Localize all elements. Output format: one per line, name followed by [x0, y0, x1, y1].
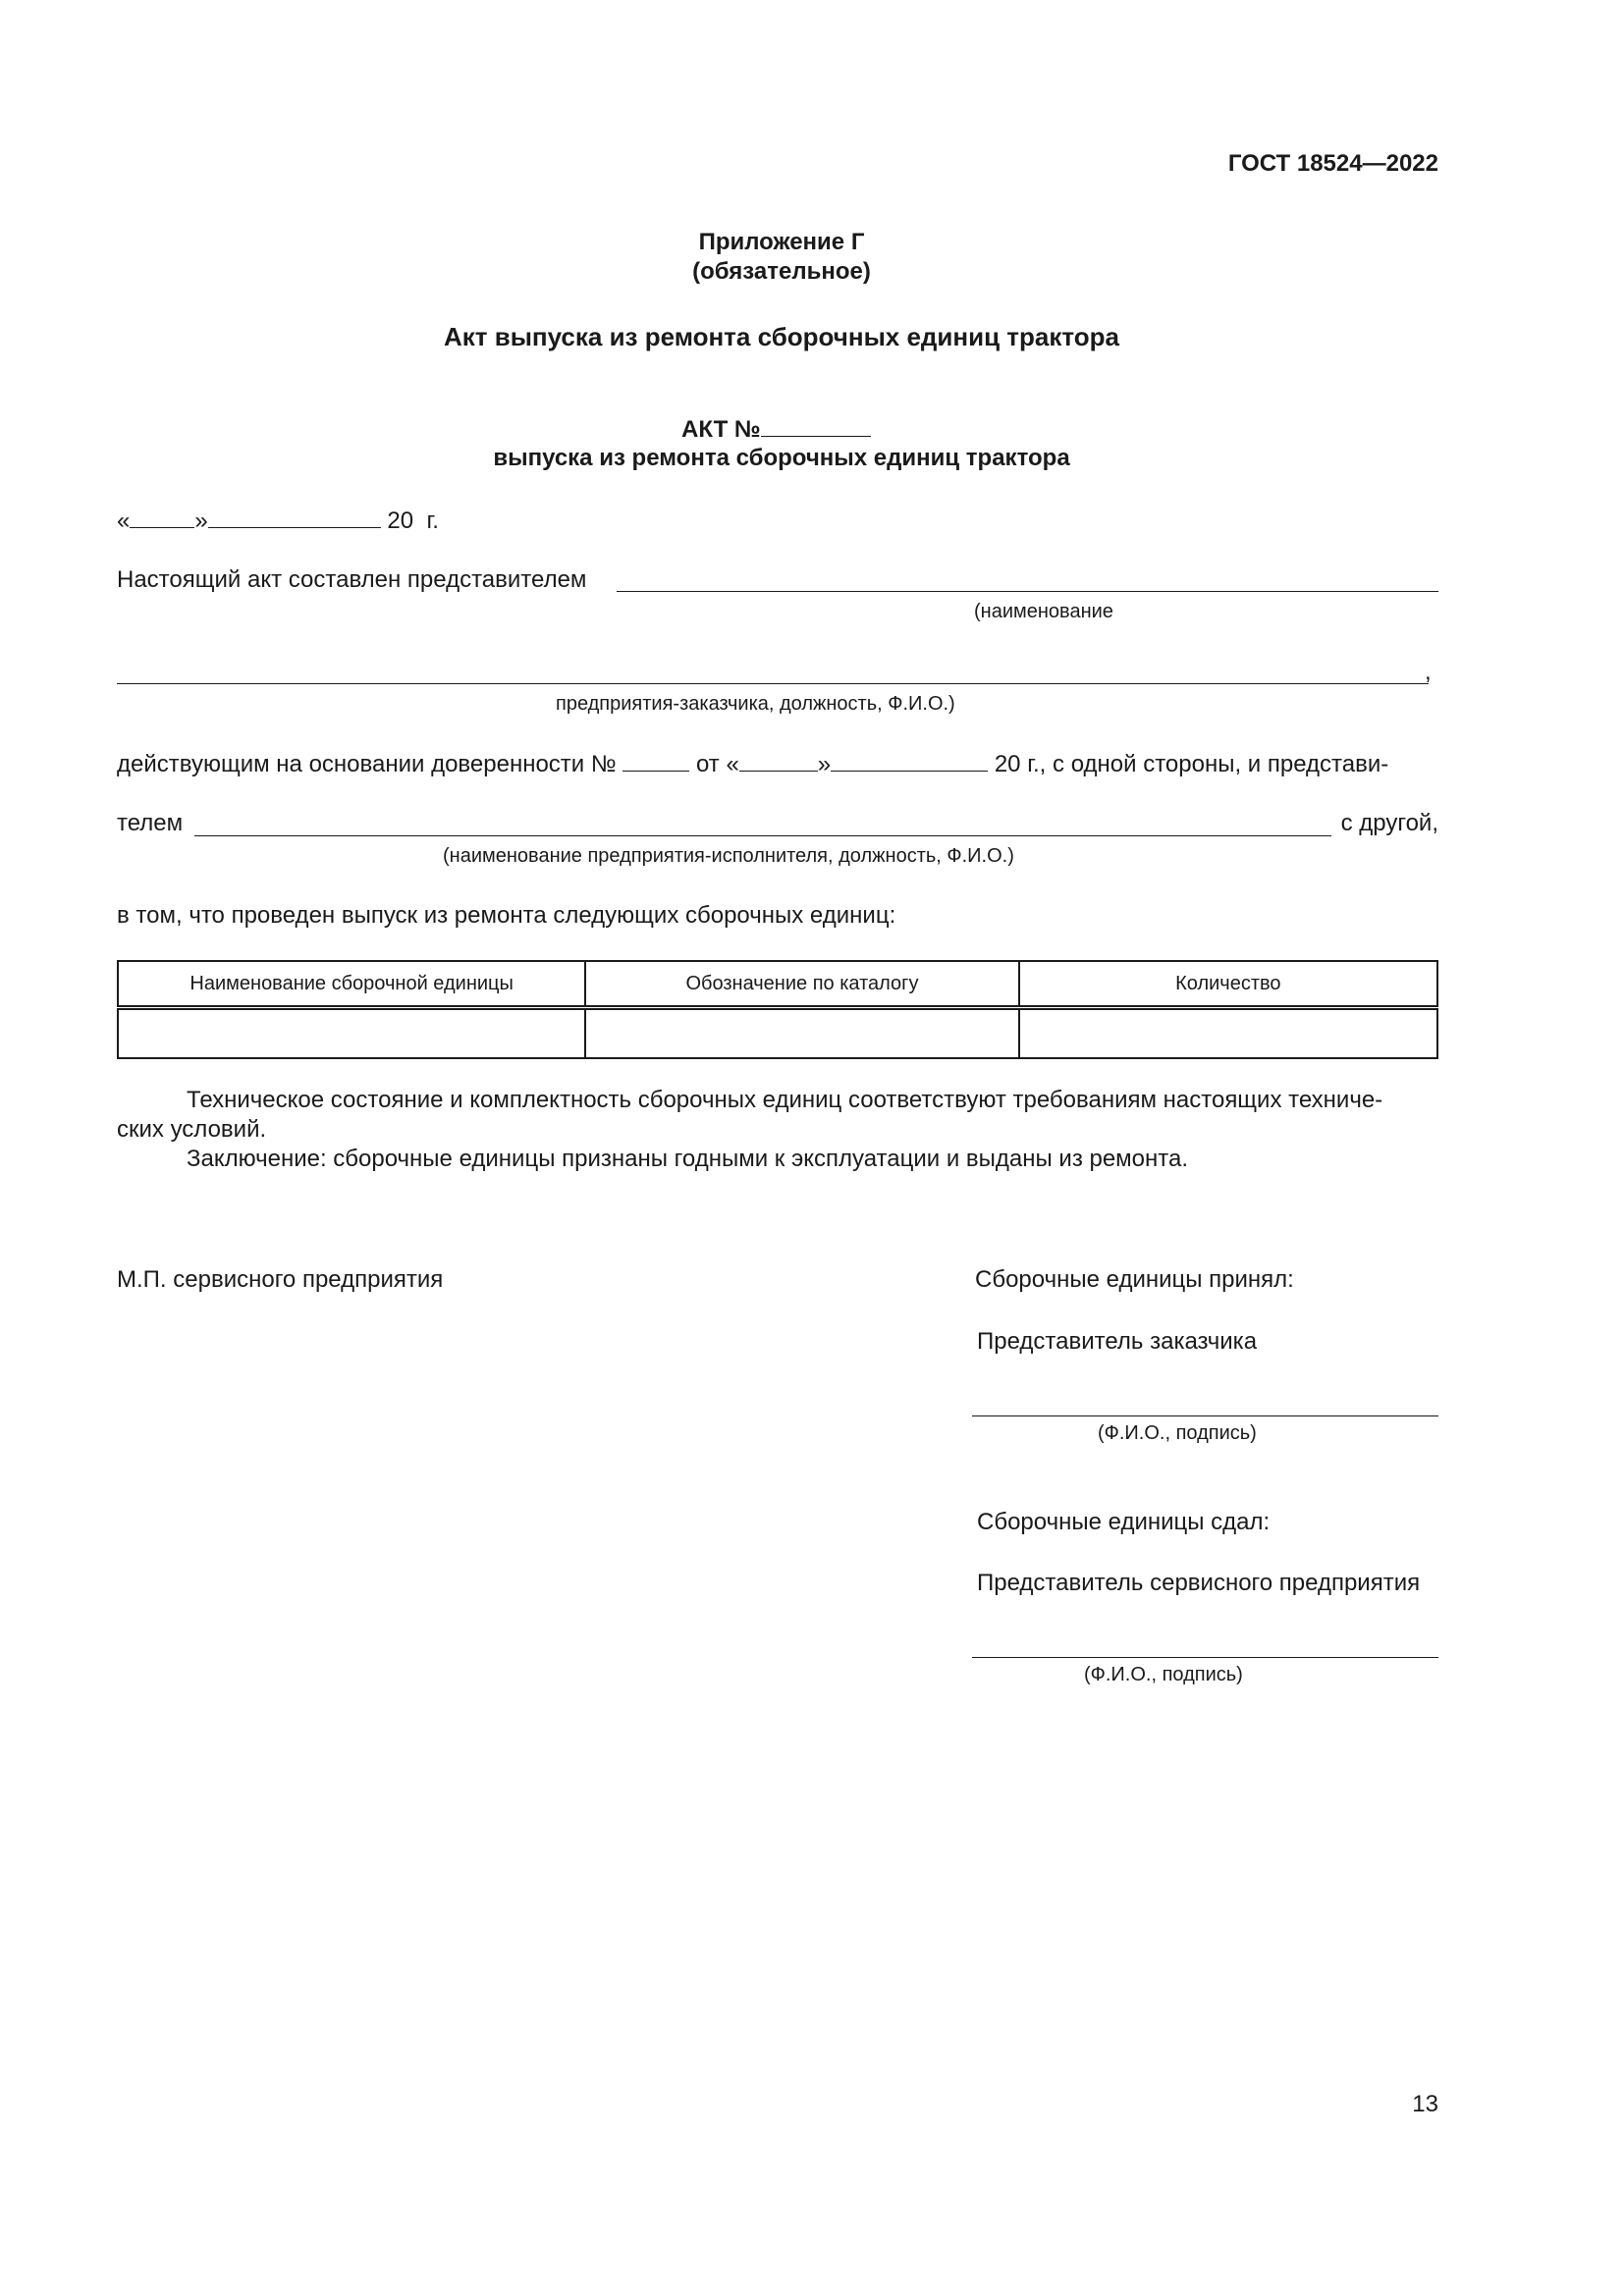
composed-by-field[interactable] — [617, 591, 1438, 592]
contractor-field[interactable] — [194, 835, 1331, 836]
service-signature-field[interactable] — [972, 1657, 1438, 1658]
hint-customer: предприятия-заказчика, должность, Ф.И.О.) — [556, 693, 955, 715]
date-month-field[interactable] — [208, 506, 381, 528]
composed-by-label: Настоящий акт составлен представителем — [117, 566, 587, 593]
hint-name: (наименование — [974, 601, 1113, 622]
appendix-title: Приложение Г — [698, 229, 865, 255]
page-number: 13 — [1412, 2091, 1438, 2117]
customer-signature-field[interactable] — [972, 1415, 1438, 1416]
sign-hint-customer: (Ф.И.О., подпись) — [1098, 1422, 1257, 1444]
sign-hint-service: (Ф.И.О., подпись) — [1084, 1664, 1243, 1685]
table-row — [118, 1008, 1437, 1059]
hint-contractor: (наименование предприятия-исполнителя, должность, Ф.И.О.) — [443, 845, 1014, 867]
cell-name[interactable] — [118, 1008, 585, 1059]
rep-prefix: телем — [117, 810, 184, 836]
act-number-label: АКТ № — [681, 416, 761, 443]
cell-catalog[interactable] — [585, 1008, 1018, 1059]
col-header-name: Наименование сборочной единицы — [118, 961, 585, 1008]
customer-field[interactable] — [117, 683, 1429, 684]
tech-state-line1: Техническое состояние и комплектность сборочных единиц соответствуют требованиям настоящих техниче- — [187, 1087, 1383, 1113]
poa-quote: » — [817, 751, 832, 777]
date-open-quote: « — [117, 507, 131, 534]
date-year-suffix: г. — [426, 507, 439, 534]
service-rep-label: Представитель сервисного предприятия — [977, 1570, 1421, 1596]
poa-month-field[interactable] — [831, 749, 988, 772]
col-header-catalog: Обозначение по каталогу — [585, 961, 1018, 1008]
customer-rep-label: Представитель заказчика — [977, 1328, 1258, 1355]
poa-number-field[interactable] — [623, 749, 689, 772]
stamp-label: М.П. сервисного предприятия — [117, 1266, 444, 1293]
trailing-comma: , — [1425, 659, 1432, 685]
col-header-quantity: Количество — [1019, 961, 1437, 1008]
cell-quantity[interactable] — [1019, 1008, 1437, 1059]
intro-units: в том, что проведен выпуск из ремонта следующих сборочных единиц: — [117, 902, 896, 929]
table-header-row — [118, 961, 1437, 1008]
poa-day-field[interactable] — [739, 749, 818, 772]
handed-over-label: Сборочные единицы сдал: — [977, 1509, 1271, 1535]
date-close-quote: » — [194, 507, 208, 534]
conclusion: Заключение: сборочные единицы признаны годными к эксплуатации и выданы из ремонта. — [187, 1146, 1189, 1172]
appendix-heading: Акт выпуска из ремонта сборочных единиц трактора — [443, 322, 1120, 351]
act-subtitle: выпуска из ремонта сборочных единиц трактора — [493, 445, 1070, 471]
poa-text-b: 20 г., с одной стороны, и представи- — [994, 751, 1389, 777]
power-of-attorney-line — [117, 749, 1388, 779]
act-number-field[interactable] — [761, 414, 871, 437]
units-table — [117, 960, 1438, 1059]
poa-text-a: действующим на основании доверенности № — [117, 751, 617, 777]
accepted-label: Сборочные единицы принял: — [975, 1266, 1294, 1293]
appendix-status: (обязательное) — [692, 258, 871, 285]
rep-suffix: с другой, — [1340, 810, 1438, 836]
poa-from: от « — [695, 751, 739, 777]
act-number-title — [681, 414, 871, 445]
date-year: 20 — [387, 507, 414, 534]
standard-code: ГОСТ 18524—2022 — [1227, 150, 1438, 177]
tech-state-line2: ских условий. — [117, 1116, 267, 1143]
date-day-field[interactable] — [130, 506, 194, 528]
date-line — [117, 506, 439, 536]
